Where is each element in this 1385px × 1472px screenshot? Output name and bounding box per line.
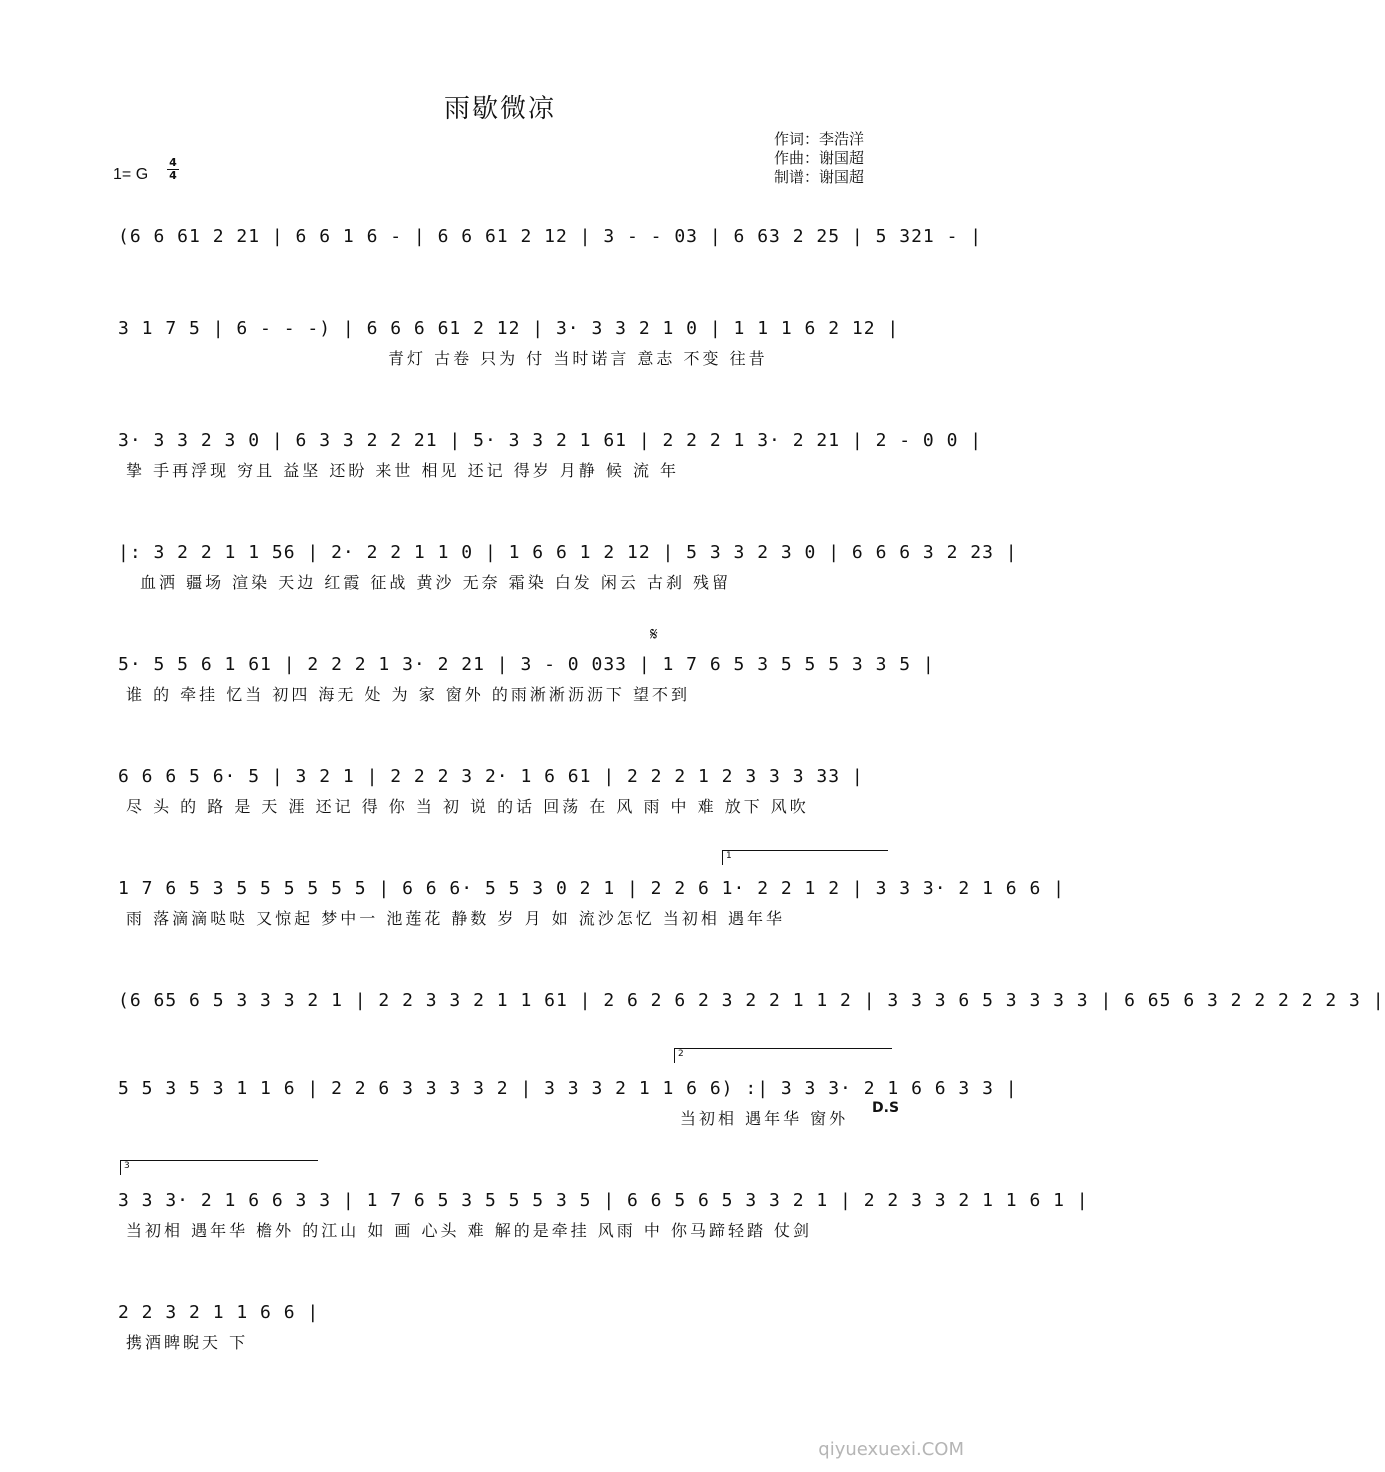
dal-segno-mark: D.S	[872, 1100, 900, 1116]
lyric-line: 雨 落滴滴哒哒 又惊起 梦中一 池莲花 静数 岁 月 如 流沙怎忆 当初相 遇年华	[126, 909, 785, 928]
notation-line: 3 3 3· 2 1 6 6 3 3 | 1 7 6 5 3 5 5 5 3 5 | 6 6 5 6 5 3 3 2 1 | 2 2 3 3 2 1 1 6 1 |	[118, 1190, 1089, 1211]
notation-line: 3 1 7 5 | 6 - - -) | 6 6 6 61 2 12 | 3· 3 3 2 1 0 | 1 1 1 6 2 12 |	[118, 318, 900, 339]
watermark: qiyuexuexi.COM	[818, 1439, 964, 1460]
lyric-line: 携酒睥睨天 下	[126, 1333, 249, 1352]
time-signature-bottom: 4	[169, 169, 177, 182]
notation-line: 5· 5 5 6 1 61 | 2 2 2 1 3· 2 21 | 3 - 0 033 | 1 7 6 5 3 5 5 5 3 3 5 |	[118, 654, 935, 675]
notation-line: 2 2 3 2 1 1 6 6 |	[118, 1302, 320, 1323]
notation-line: 5 5 3 5 3 1 1 6 | 2 2 6 3 3 3 3 2 | 3 3 3 2 1 1 6 6) :| 3 3 3· 2 1 6 6 3 3 |	[118, 1078, 1018, 1099]
volta-bracket-2: 2	[674, 1048, 892, 1063]
notation-line: (6 6 61 2 21 | 6 6 1 6 - | 6 6 61 2 12 | 3 - - 03 | 6 63 2 25 | 5 321 - |	[118, 226, 983, 247]
song-title: 雨歇微凉	[443, 94, 556, 124]
notation-line: 6 6 6 5 6· 5 | 3 2 1 | 2 2 2 3 2· 1 6 61 | 2 2 2 1 2 3 3 3 33 |	[118, 766, 864, 787]
notation-line: 1 7 6 5 3 5 5 5 5 5 5 | 6 6 6· 5 5 3 0 2 1 | 2 2 6 1· 2 2 1 2 | 3 3 3· 2 1 6 6 |	[118, 878, 1065, 899]
lyric-line: 挚 手再浮现 穷且 益坚 还盼 来世 相见 还记 得岁 月静 候 流 年	[126, 461, 680, 480]
lyric-line: 谁 的 牵挂 忆当 初四 海无 处 为 家 窗外 的雨淅淅沥沥下 望不到	[126, 685, 690, 704]
time-signature-top: 4	[169, 156, 177, 169]
notation-line: (6 65 6 5 3 3 3 2 1 | 2 2 3 3 2 1 1 61 | 2 6 2 6 2 3 2 2 1 1 2 | 3 3 3 6 5 3 3 3 3 | 6 65 6 3 2 2 2 2 2 3 |	[118, 990, 1385, 1011]
volta-bracket-1: 1	[722, 850, 888, 865]
volta-bracket-3: 3	[120, 1160, 318, 1175]
composer-credit: 作曲：谢国超	[774, 149, 865, 167]
notation-line: 3· 3 3 2 3 0 | 6 3 3 2 2 21 | 5· 3 3 2 1 61 | 2 2 2 1 3· 2 21 | 2 - 0 0 |	[118, 430, 983, 451]
lyric-line: 青灯 古卷 只为 付 当时诺言 意志 不变 往昔	[388, 349, 768, 368]
lyric-line: 尽 头 的 路 是 天 涯 还记 得 你 当 初 说 的话 回荡 在 风 雨 中 难 放下 风吹	[126, 797, 809, 816]
lyric-line: 血洒 疆场 渲染 天边 红霞 征战 黄沙 无奈 霜染 白发 闲云 古刹 残留	[140, 573, 732, 592]
lyric-line: 当初相 遇年华 窗外	[680, 1109, 849, 1128]
notation-line: |: 3 2 2 1 1 56 | 2· 2 2 1 1 0 | 1 6 6 1 2 12 | 5 3 3 2 3 0 | 6 6 6 3 2 23 |	[118, 542, 1018, 563]
segno-icon: 𝄋	[650, 624, 658, 645]
lyric-line: 当初相 遇年华 檐外 的江山 如 画 心头 难 解的是牵挂 风雨 中 你马蹄轻踏 仗剑	[126, 1221, 813, 1240]
transcriber-credit: 制谱：谢国超	[774, 168, 865, 186]
key-signature: 1= G	[113, 166, 149, 183]
credits	[774, 130, 864, 187]
time-signature	[166, 157, 180, 182]
lyricist-credit: 作词：李浩洋	[774, 130, 865, 148]
